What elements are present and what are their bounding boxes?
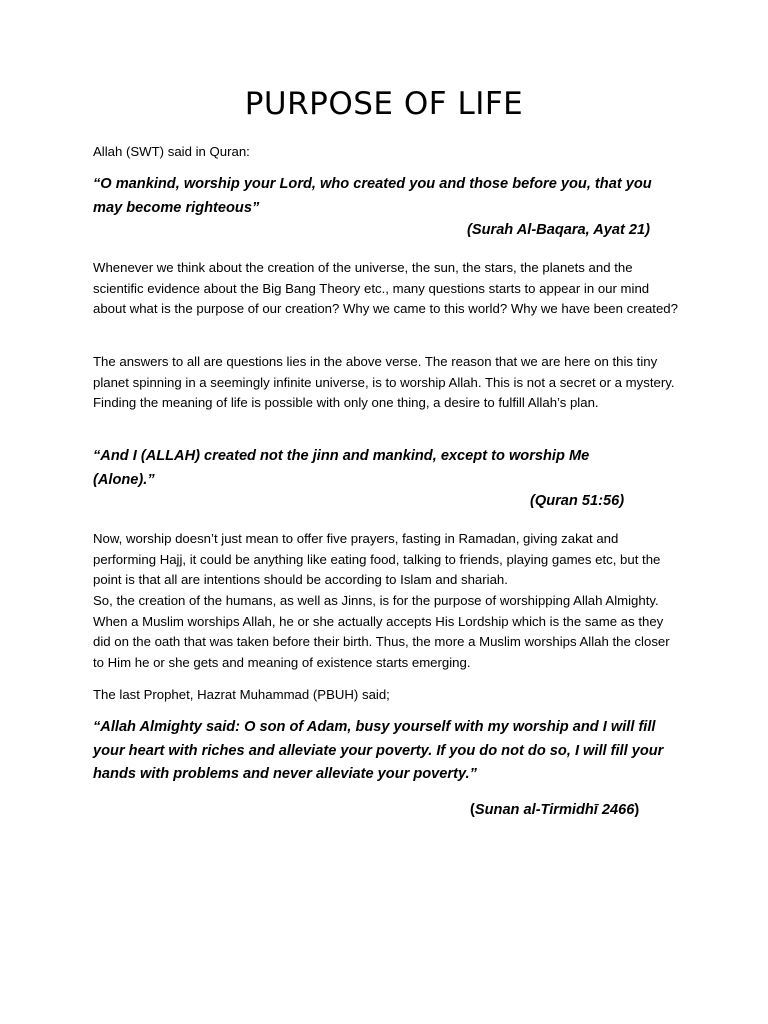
- page-title: PURPOSE OF LIFE: [244, 86, 524, 122]
- paragraph-answers: The answers to all are questions lies in the above verse. The reason that we are here on this tiny planet spinning in a seemingly infinite universe, is to worship Allah. This is not a secret or a mystery. Finding the meaning of life is possible with only one thing, a desire to fulfill Allah’s plan.: [93, 354, 675, 410]
- intro-line: Allah (SWT) said in Quran:: [93, 144, 250, 159]
- paragraph-creation-purpose: So, the creation of the humans, as well as Jinns, is for the purpose of worshipping Allah Almighty. When a Muslim worships Allah, he or she actually accepts His Lordship which is the same as they did on the oath that was taken before their birth. Thus, the more a Muslim worships Allah the closer to Him he or she gets and meaning of existence starts emerging.: [93, 593, 670, 670]
- paragraph-creation-questions: Whenever we think about the creation of the universe, the sun, the stars, the planets and the scientific evidence about the Big Bang Theory etc., many questions starts to appear in our mind about what is the purpose of our creation? Why we came to this world? Why we have been created?: [93, 260, 678, 316]
- citation-surah-baqara: (Surah Al-Baqara, Ayat 21): [467, 222, 651, 238]
- paragraph-prophet-said: The last Prophet, Hazrat Muhammad (PBUH) said;: [93, 687, 390, 702]
- paragraph-worship-meaning: Now, worship doesn’t just mean to offer five prayers, fasting in Ramadan, giving zakat and performing Hajj, it could be anything like eating food, talking to friends, playing games etc, but the point is that all are intentions should be according to Islam and shariah.: [93, 531, 661, 587]
- citation-open-paren: (: [470, 802, 475, 818]
- citation-tirmidhi: [470, 802, 639, 818]
- quote-surah-baqara: “O mankind, worship your Lord, who created you and those before you, that you may become righteous”: [93, 176, 652, 216]
- quote-quran-51-56: “And I (ALLAH) created not the jinn and mankind, except to worship Me (Alone).”: [93, 448, 590, 488]
- quote-hadith: “Allah Almighty said: O son of Adam, busy yourself with my worship and I will fill your heart with riches and alleviate your poverty. If you do not do so, I will fill your hands with problems and never alleviate your poverty.”: [93, 719, 664, 783]
- citation-close-paren: ): [634, 802, 640, 818]
- citation-tirmidhi-text: Sunan al-Tirmidhī 2466: [474, 802, 635, 818]
- citation-quran-51-56: (Quran 51:56): [530, 493, 625, 509]
